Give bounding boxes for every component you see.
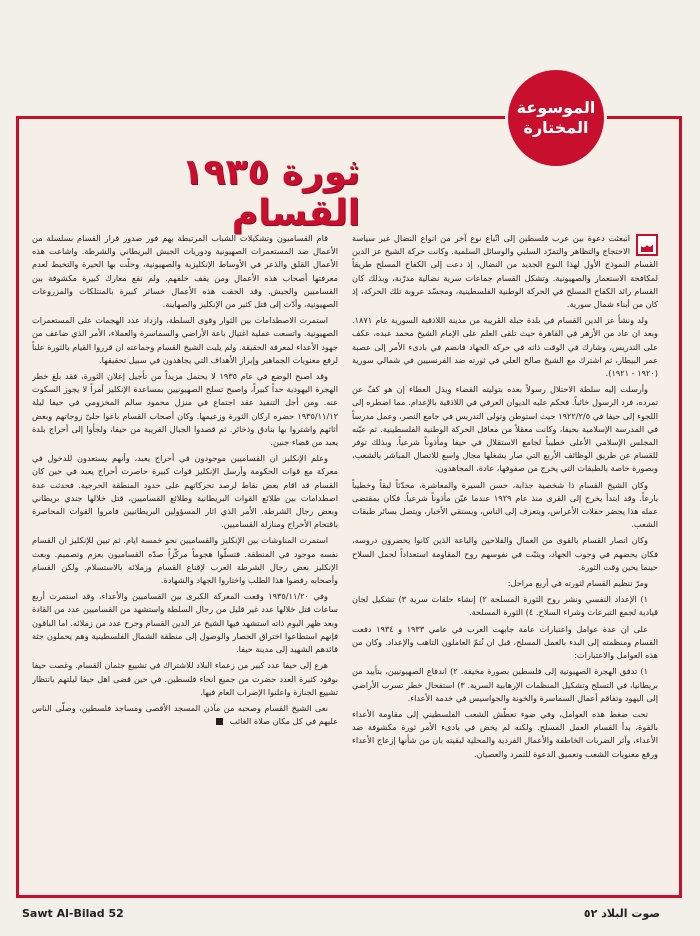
paragraph: وقد اصبح الوضع في عام ١٩٣٥ لا يحتمل مزيداً من تأجيل إعلان الثورة، فقد بلغ خطر الهجرة اليهودية حداً كبيراً، واصبح تسلح الصهيونيين بمساعدة الإنكليز أمراً لا يجوز السكوت عنه. ومن أجل التنفيذ عقد اجتماع في منزل محمود سالم المخزومي في حيفا ليلة ١٩٣٥/١١/١٢ حضره اركان الثورة وزعيمها. وكان أصحاب القسام باعوا حلىّ زوجاتهم وبعض أثاثهم واشتروا بها بنادق وذخائر. ثم قصدوا الجبال القريبة من حيفا، ولجأوا إلى أحراج بلدة يعبد من قضاء جنين. — [32, 371, 338, 448]
footer-page-label-arabic: صوت البلاد ٥٢ — [583, 907, 660, 920]
paragraph: على ان عدة عوامل واعتبارات عامة جابهت العرب في عامي ١٩٣٣ و ١٩٣٤ دفعت القسام ومنظمته إلى البدء بالعمل المسلح، قبل ان تُتمّ العاملون التاهب والإعداد. وكان من هذه العوامل والاعتبارات: — [352, 623, 658, 661]
paragraph: استمرت الاصطدامات بين الثوار وقوى السلطة، وازداد عدد الهجمات على المستعمرات الصهيونية. واتسعت عملية اغتيال باعة الأراضي والسماسرة والعملاء، الأمر الذي ضاعف من جهود الأعداء لمعرفة الحقيقة. ولم يلبث الشيخ القسام وجماعته ان قرروا القيام بالثورة علناً لرفع معنويات الجماهير وإبراز الأهداف التي يجاهدون في سبيل تحقيقها. — [32, 315, 338, 365]
paragraph-text: انبعثت دعوة بين عرب فلسطين إلى اتّباع نوع آخر من انواع النضال غير سياسة الاحتجاج والتظاهر والتمرّد السلبي والوسائل السلمية. وكانت حركة الشيخ عز الدين القسام النموذج الأول لهذا النوع الجديد من النضال، إذ دعت إلى الكفاح المسلح طريقاً لمكافحة الاستعمار والصهيونية. وتشكل القسام جماعات سرية نضالية مدرّبة، وبذلك كان القسام رائد الكفاح المسلح في الحركة الوطنية الفلسطينية، ومجسّد عروبة تلك الحركة، إذ كان من أبناء شمال سورية. — [352, 233, 658, 310]
article-column-right — [352, 232, 658, 868]
article-title: ثورة ١٩٣٥ القسام — [181, 152, 360, 234]
badge-line-2: المختارة — [523, 118, 589, 137]
paragraph: ومرّ تنظيم القسام لثورته في أربع مراحل: — [507, 578, 648, 589]
footer-page-label-latin: Sawt Al-Bilad 52 — [22, 907, 124, 920]
section-badge — [508, 70, 604, 166]
end-of-article-icon — [216, 718, 223, 725]
paragraph: وفي ١٩٣٥/١١/٢٠ وقعت المعركة الكبرى بين القساميين والأعداء، وقد استمرت أربع ساعات قتل خلالها عدد غير قليل من رجال السلطة واستشهد من القساميين عدد من القادة وبعد ظهر اليوم ذاته استشهد فيها الشيخ عز الدين القسام وجرح عدد من زملائه. اما الباقون فإنهم استطاعوا اختراق الحصار والوصول إلى منطقة الشمال الفلسطينية وهم يحملون جثة قائدهم الشهيد إلى مدينة حيفا. — [32, 591, 338, 655]
paragraph: وكان الشيخ القسام ذا شخصية جذابة، حسن السيرة والمعاشرة، محدّثاً لبقاً وخطيباً بارعاً. وقد ابتدأ يخرج إلى القرى منذ عام ١٩٢٩ عندما عيّن مأذوناً شرعياً. فكان بمقتضى عمله هذا يحضر حفلات الأعراس، ويتعرف إلى الناس، ويستقي الأخبار، ويتصل بسائر طبقات الشعب. — [352, 479, 658, 530]
section-marker-icon — [636, 234, 658, 256]
article-column-left — [32, 232, 338, 868]
paragraph: وعلم الإنكليز ان القساميين موجودون في أحراج يعبد، وأنهم يستعدون للدخول في معركة مع قوات الحكومة وأرسل الإنكليز قوات كبيرة حاصرت أحراج يعبد في حين كان القسام قد اقام بعض نقاط لرصد تحركاتهم على حدود المنطقة الحرجية. فحدثت عدة اصطدامات بين طلائع القوات البريطانية وطلائع القساميين، قتل خلالها جندي بريطاني وبعض رجال الشرطة. الأمر الذي اثار المسؤولين البريطانيين فامروا القوات المحاصرة باقتحام الأحراج ومنازلة القساميين. — [32, 453, 338, 530]
paragraph: وكان انصار القسام بالقوى من العمال والفلاحين والباعة الذين كانوا يحضرون دروسه، فكان يحضهم في وجوب الجهاد، ويثبّت في نفوسهم روح المقاومة استعداداً لحمل السلاح حينما يحين وقت الثورة. — [352, 535, 658, 572]
paragraph: ١) تدفق الهجرة الصهيونية إلى فلسطين بصورة مخيفة. ٢) اندفاع الصهيونيين، بتأييد من بريطانيا، في التسلح وتشكيل المنظمات الإرهابية السرية. ٣) استفحال خطر تسرب الأراضي إلى اليهود وتفاقم أعمال السماسرة والخونة والجواسيس في خدمة الأعداء. — [352, 666, 658, 703]
paragraph-text: نعى الشيخ القسام وصحبه من مآذن المسجد الأقصى ومساجد فلسطين، وصلّى الناس عليهم في كل مكان صلاة الغائب — [32, 702, 338, 727]
paragraph — [352, 232, 658, 311]
paragraph: وأرسلت إليه سلطة الاحتلال رسولاً بعده بتوليته القضاء ويذل العطاء إن هو كفّ عن تمرده، فرد الرسول خائباً. فحكم عليه الديوان العرفي في اللاذقية بالإعدام. مما اضطره إلى اللجوء إلى حيفا في ١٩٢٢/٢/٥ حيث استوطن وتولى التدريس في جامع النصر، وعمل مدرساً في المدرسة الإسلامية بحيفا، وكانت معقلاً من معاقل الحركة الوطنية الفلسطينية. ثم عيّنه المجلس الإسلامي الأعلى خطيباً لجامع الاستقلال في حيفا ومأذوناً شرعياً. وبذلك توفر للقسام عن طريق الوظائف الأربع التي صار يشغلها مجال واسع للاتصال المباشر بالشعب، وبصورة خاصة بالطبقات التي يخرج من صفوفها، عادة، المجاهدون. — [352, 384, 658, 474]
paragraph: تحت ضغط هذه العوامل، وفي ضوء تعطّش الشعب الفلسطيني إلى مقاومة الأعداء بالقوة، بدأ القسام العمل المسلح. ولكنه لم يخض في بادىء الأمر ثورة مكشوفة ضد الأعداء، وآثر الضربات الخاطفة والأعمال الفردية والمحلية لبقيته بان من شأنها إزعاج الأعداء ورفع معنويات الشعب وتعميق الدعوة للتمرد والعصيان. — [352, 708, 658, 759]
paragraph: ولد ونشأ عز الدين القسام في بلدة جبلة القريبة من مدينة اللاذقية السورية عام ١٨٧١. وبعد ان عاد من الأزهر في القاهرة حيث تلقى العلم على الإمام الشيخ محمد عبده، عكف على التدريس، وشارك في الوقت ذاته في حركة الجهاد فانضم في بادىء الأمر إلى عصبة عمر البيطار، ثم اشترك مع الشيخ صالح العلي في ثورته ضد الفرنسيين في شمالي سورية (١٩٢٠ - ١٩٢١). — [352, 315, 658, 379]
paragraph: هرع إلى حيفا عدد كبير من زعماء البلاد للاشتراك في تشييع جثمان القسام. وغصت حيفا بوفود كثيرة العدد حضرت من جميع انحاء فلسطين. في حين قضى اهل حيفا ليلتهم بانتظار تشييع الجنازة واعلنوا الإضراب العام فيها. — [32, 660, 338, 697]
paragraph: استمرت المناوشات بين الإنكليز والقساميين نحو خمسة ايام. ثم تبين للإنكليز ان القسام نفسه موجود في المنطقة. فتسلّوا هجوماً مركّزاً صدّه القساميون بعزم وتصميم. وبعث الإنكليز بعض رجال الشرطة العرب لإقناع القسام وزملائه بالاستسلام. ولكن القسام وأصحابه رفضوا هذا الطلب واختاروا الجهاد والشهادة. — [32, 535, 338, 586]
paragraph — [32, 702, 338, 728]
paragraph: قام القساميون وتشكيلات الشباب المرتبطة بهم فور صدور قرار القسام بسلسلة من الأعمال ضد المستعمرات الصهيونية ودوريات الجيش البريطاني والشرطة. واشاعت هذه الأعمال القلق والذعر في الأوساط الإنكليزية والصهيونية، وحلّت بها الحيرة والتخبط لعدم معرفتها أصحاب هذه الأعمال ومن يقف خلفهم. ولم تقع معارك كبيرة مكشوفة بين القساميين والجيش. وقد الحقت هذه الأعمال خسائر كبيرة بالمنتلكات والمزروعات الصهيونية، وأدّت إلى قتل كثير من الإنكليز والصهاينة. — [32, 233, 338, 310]
badge-line-1: الموسوعة — [516, 98, 596, 117]
paragraph: ١) الإعداد النفسي ونشر روح الثورة المسلحة ٢) إنشاء حلقات سرية ٣) تشكيل لجان قيادية لجمع التبرعات وشراء السلاح. ٤) الثورة المسلحة. — [352, 594, 658, 618]
